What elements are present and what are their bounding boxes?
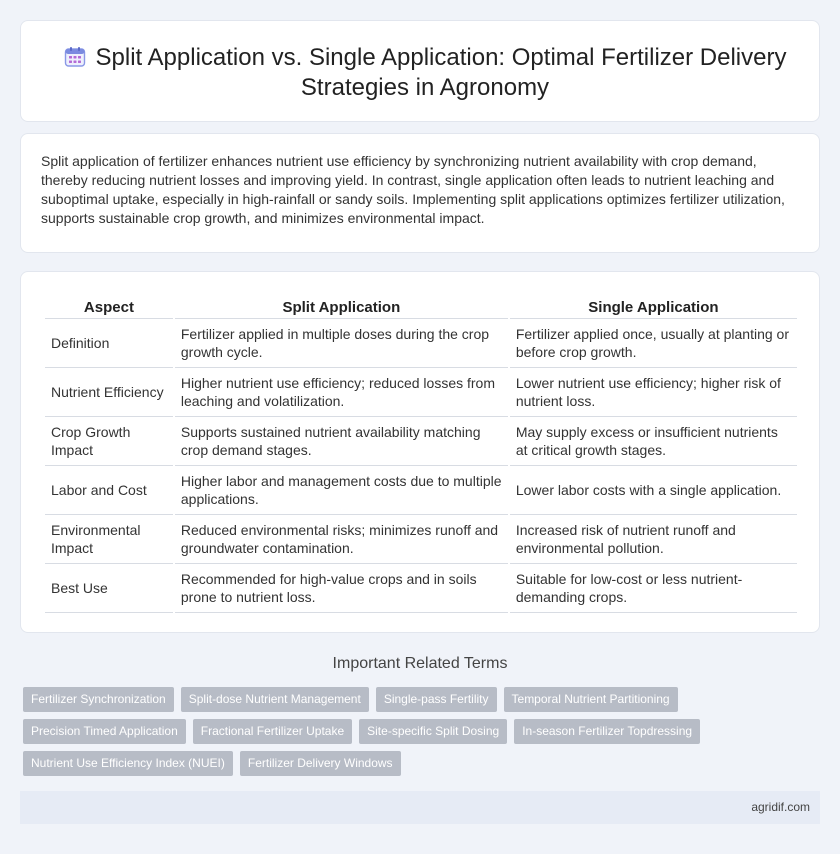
table-row (45, 564, 797, 613)
related-term-tag[interactable]: Split-dose Nutrient Management (181, 687, 369, 712)
related-term-tag[interactable]: Fertilizer Synchronization (23, 687, 174, 712)
row-aspect: Labor and Cost (45, 466, 173, 515)
related-term-tag[interactable]: Nutrient Use Efficiency Index (NUEI) (23, 751, 233, 776)
header-aspect: Aspect (45, 295, 173, 319)
row-single-value: Lower labor costs with a single application. (510, 466, 797, 515)
row-single-value: May supply excess or insufficient nutrients at critical growth stages. (510, 417, 797, 466)
table-row (45, 368, 797, 417)
row-single-value: Suitable for low-cost or less nutrient-demanding crops. (510, 564, 797, 613)
calendar-icon (64, 46, 86, 68)
related-terms-list (23, 687, 813, 783)
related-term-tag[interactable]: Fractional Fertilizer Uptake (193, 719, 352, 744)
row-split-value: Recommended for high-value crops and in soils prone to nutrient loss. (175, 564, 508, 613)
summary-paragraph: Split application of fertilizer enhances nutrient use efficiency by synchronizing nutrient availability with crop demand, thereby reducing nutrient losses and improving yield. In contrast, single application often leads to nutrient leaching and suboptimal uptake, especially in high-rainfall or sandy soils. Implementing split applications optimizes fertilizer utilization, supports sustainable crop growth, and minimizes environmental impact. (41, 153, 785, 226)
related-term-tag[interactable]: Precision Timed Application (23, 719, 186, 744)
row-single-value: Lower nutrient use efficiency; higher risk of nutrient loss. (510, 368, 797, 417)
table-row (45, 515, 797, 564)
related-term-tag[interactable]: Fertilizer Delivery Windows (240, 751, 401, 776)
title-card (20, 20, 820, 122)
row-split-value: Fertilizer applied in multiple doses during the crop growth cycle. (175, 319, 508, 368)
related-term-tag[interactable]: In-season Fertilizer Topdressing (514, 719, 700, 744)
row-aspect: Environmental Impact (45, 515, 173, 564)
page-title-wrap (61, 43, 789, 103)
related-term-tag[interactable]: Site-specific Split Dosing (359, 719, 507, 744)
related-term-tag[interactable]: Temporal Nutrient Partitioning (504, 687, 678, 712)
row-single-value: Fertilizer applied once, usually at planting or before crop growth. (510, 319, 797, 368)
row-split-value: Higher nutrient use efficiency; reduced losses from leaching and volatilization. (175, 368, 508, 417)
table-row (45, 466, 797, 515)
header-single-application: Single Application (510, 295, 797, 319)
comparison-card (20, 271, 820, 633)
page-title: Split Application vs. Single Application: Optimal Fertilizer Delivery Strategies in Agronomy (95, 44, 787, 101)
row-aspect: Crop Growth Impact (45, 417, 173, 466)
row-split-value: Supports sustained nutrient availability matching crop demand stages. (175, 417, 508, 466)
summary-card (20, 133, 820, 253)
table-row (45, 319, 797, 368)
related-terms-title: Important Related Terms (332, 655, 508, 672)
row-split-value: Higher labor and management costs due to multiple applications. (175, 466, 508, 515)
row-aspect: Nutrient Efficiency (45, 368, 173, 417)
header-split-application: Split Application (175, 295, 508, 319)
comparison-table (43, 295, 799, 613)
table-row (45, 417, 797, 466)
table-header-row (45, 295, 797, 319)
row-aspect: Definition (45, 319, 173, 368)
row-aspect: Best Use (45, 564, 173, 613)
footer-bar (20, 791, 820, 824)
row-split-value: Reduced environmental risks; minimizes runoff and groundwater contamination. (175, 515, 508, 564)
row-single-value: Increased risk of nutrient runoff and environmental pollution. (510, 515, 797, 564)
footer-site-link[interactable]: agridif.com (751, 800, 810, 814)
related-term-tag[interactable]: Single-pass Fertility (376, 687, 497, 712)
